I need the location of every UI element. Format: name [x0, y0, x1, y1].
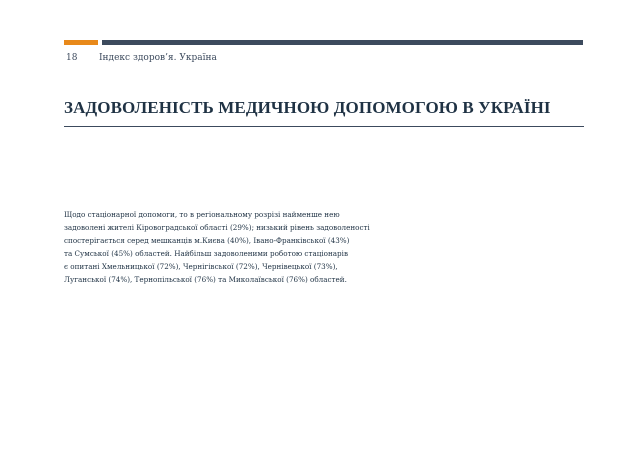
- paragraph-line: спостерігається серед мешканців м.Києва (40%), Івано-Франківської (43%): [64, 236, 350, 245]
- paragraph-line: є опитані Хмельницької (72%), Чернігівської (72%), Чернівецької (73%),: [64, 262, 338, 271]
- header-title: Індекс здоров’я. Україна: [99, 53, 217, 63]
- page-number: 18: [66, 53, 78, 63]
- paragraph-line: Щодо стаціонарної допомоги, то в регіональному розрізі найменше нею: [64, 210, 340, 219]
- body-paragraph: [64, 208, 584, 286]
- paragraph-line: та Сумської (45%) областей. Найбільш задоволеними роботою стаціонарів: [64, 249, 348, 258]
- paragraph-line: задоволені жителі Кіровоградської області (29%); низький рівень задоволеності: [64, 223, 370, 232]
- header-accent-bar: [64, 40, 98, 45]
- title-underline: [64, 126, 584, 127]
- header-bar: [102, 40, 583, 45]
- paragraph-line: Луганської (74%), Тернопільської (76%) та Миколаївської (76%) областей.: [64, 275, 347, 284]
- section-title: ЗАДОВОЛЕНІСТЬ МЕДИЧНОЮ ДОПОМОГОЮ В УКРАЇНІ: [64, 98, 551, 117]
